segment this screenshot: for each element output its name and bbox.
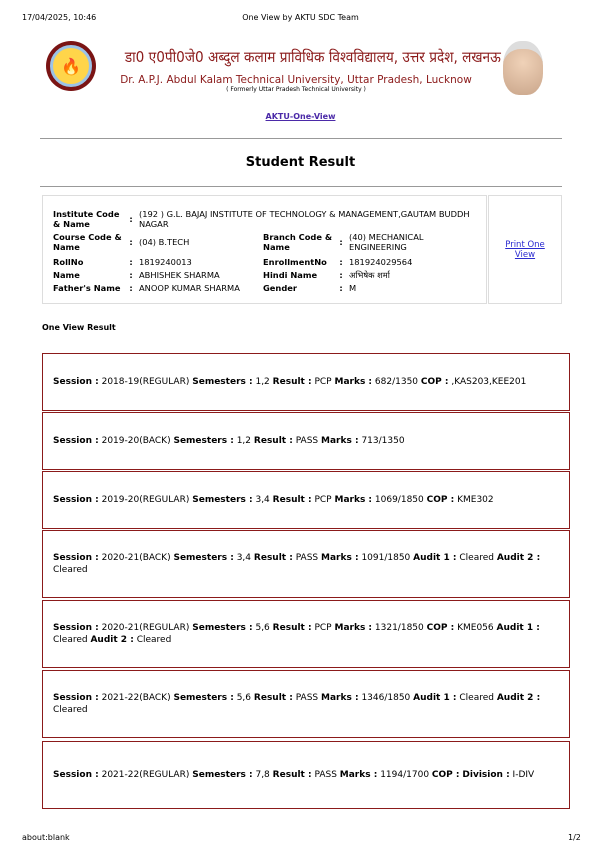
colon: : (339, 237, 343, 247)
field-label: Audit 2 : (496, 553, 541, 563)
student-info-panel (42, 195, 487, 304)
print-one-view-link[interactable]: Print One View (505, 239, 545, 260)
lamp-icon: 🔥 (50, 45, 92, 87)
field-label: Audit 2 : (496, 693, 541, 703)
gender-label: Gender (263, 282, 298, 293)
name-value: ABHISHEK SHARMA (139, 269, 220, 280)
field-value: Cleared (459, 693, 494, 703)
field-label: Division : (462, 770, 510, 780)
field-value: 5,6 (255, 623, 270, 633)
print-panel (488, 195, 562, 304)
field-label: Semesters : (173, 693, 234, 703)
field-value: Cleared (459, 553, 494, 563)
field-value: 7,8 (255, 770, 270, 780)
print-url: about:blank (22, 833, 70, 842)
colon: : (129, 237, 133, 247)
print-title: One View by AKTU SDC Team (242, 13, 359, 22)
field-value: 1346/1850 (361, 693, 411, 703)
session-result-card (42, 412, 570, 470)
field-label: Semesters : (192, 495, 253, 505)
field-value: 713/1350 (361, 436, 405, 446)
field-label: Audit 1 : (413, 553, 457, 563)
session-result-card (42, 471, 570, 529)
kalam-portrait (493, 40, 553, 96)
field-label: COP : (420, 377, 449, 387)
session-result-card (42, 353, 570, 411)
field-value: PASS (295, 693, 319, 703)
session-result-card (42, 670, 570, 738)
field-value: 1091/1850 (361, 553, 411, 563)
field-value: Cleared (53, 565, 88, 575)
section-title: One View Result (42, 323, 116, 332)
course-label: Course Code & Name (53, 232, 122, 252)
roll-label: RollNo (53, 256, 84, 267)
field-label: Result : (272, 495, 312, 505)
field-label: Audit 2 : (90, 635, 134, 645)
branch-label: Branch Code & Name (263, 232, 333, 252)
field-label: Marks : (334, 495, 373, 505)
field-label: Session : (53, 495, 99, 505)
field-value: PASS (295, 436, 319, 446)
field-value: 2021-22(BACK) (101, 693, 171, 703)
hindi-name-label: Hindi Name (263, 269, 318, 280)
field-label: Audit 1 : (413, 693, 457, 703)
field-value: Cleared (136, 635, 172, 645)
field-label: Result : (253, 693, 293, 703)
field-value: KME302 (457, 495, 494, 505)
field-label: Result : (272, 623, 312, 633)
university-name-english: Dr. A.P.J. Abdul Kalam Technical University, Uttar Pradesh, Lucknow (120, 74, 472, 86)
field-label: Marks : (334, 623, 373, 633)
field-value: 2019-20(REGULAR) (101, 495, 190, 505)
field-label: Marks : (321, 436, 359, 446)
session-result-text (53, 769, 534, 781)
field-value: PCP (314, 377, 332, 387)
institute-label: Institute Code & Name (53, 209, 120, 229)
divider (40, 138, 562, 139)
session-result-card (42, 530, 570, 598)
roll-value: 1819240013 (139, 256, 192, 267)
field-value: 2018-19(REGULAR) (101, 377, 190, 387)
field-label: Session : (53, 693, 99, 703)
university-logo (46, 41, 96, 91)
field-value: PCP (314, 623, 332, 633)
enroll-value: 181924029564 (349, 256, 413, 267)
university-name-hindi-box (106, 47, 501, 67)
field-value: 1194/1700 (380, 770, 430, 780)
page-title: Student Result (245, 155, 356, 170)
session-result-text (53, 376, 526, 388)
divider (40, 186, 562, 187)
field-label: Audit 1 : (496, 623, 540, 633)
session-result-text (53, 692, 559, 716)
colon: : (129, 214, 133, 224)
father-value: ANOOP KUMAR SHARMA (139, 282, 240, 293)
colon: : (339, 256, 343, 267)
field-label: Result : (253, 553, 293, 563)
enroll-label: EnrollmentNo (263, 256, 327, 267)
field-value: 3,4 (236, 553, 252, 563)
session-result-text (53, 435, 405, 447)
field-label: Semesters : (192, 623, 253, 633)
field-value: 1,2 (236, 436, 252, 446)
field-label: Semesters : (173, 553, 234, 563)
field-label: Session : (53, 436, 99, 446)
page-number: 1/2 (568, 833, 581, 842)
field-label: Marks : (334, 377, 373, 387)
session-result-text (53, 622, 559, 646)
field-label: Result : (272, 377, 312, 387)
field-value: Cleared (53, 705, 88, 715)
field-label: COP : (426, 623, 455, 633)
field-value: PASS (295, 553, 319, 563)
university-name-english-box (106, 68, 486, 87)
field-label: Marks : (339, 770, 378, 780)
session-result-text (53, 494, 494, 506)
field-label: Session : (53, 553, 99, 563)
field-value: 1,2 (255, 377, 270, 387)
field-value: 2020-21(REGULAR) (101, 623, 190, 633)
field-value: Cleared (53, 635, 88, 645)
field-value: KME056 (457, 623, 494, 633)
father-label: Father's Name (53, 282, 121, 293)
field-label: COP : (426, 495, 455, 505)
field-value: I-DIV (512, 770, 535, 780)
field-label: Semesters : (192, 377, 253, 387)
hindi-name-value: अभिषेक शर्मा (349, 269, 390, 280)
university-name-hindi: डा0 ए0पी0जे0 अब्दुल कलाम प्राविधिक विश्वविद्यालय, उत्तर प्रदेश, लखनऊ (124, 48, 501, 66)
field-label: Session : (53, 770, 99, 780)
field-label: Marks : (321, 693, 359, 703)
course-value: (04) B.TECH (139, 237, 190, 247)
field-label: Session : (53, 623, 99, 633)
field-label: Result : (272, 770, 312, 780)
field-value: 2020-21(BACK) (101, 553, 171, 563)
field-value: 1069/1850 (374, 495, 424, 505)
field-label: Marks : (321, 553, 359, 563)
field-value: ,KAS203,KEE201 (451, 377, 527, 387)
institute-value: (192 ) G.L. BAJAJ INSTITUTE OF TECHNOLOGY & MANAGEMENT,GAUTAM BUDDH NAGAR (139, 209, 470, 229)
field-label: Result : (253, 436, 293, 446)
colon: : (339, 282, 343, 293)
field-label: Semesters : (192, 770, 253, 780)
colon: : (129, 282, 133, 293)
colon: : (129, 269, 133, 280)
field-value: PCP (314, 495, 332, 505)
print-datetime: 17/04/2025, 10:46 (22, 13, 97, 22)
student-info-table (51, 209, 486, 294)
session-result-card (42, 600, 570, 668)
field-value: 5,6 (236, 693, 252, 703)
field-value: 1321/1850 (374, 623, 424, 633)
field-label: Session : (53, 377, 99, 387)
field-label: Semesters : (173, 436, 234, 446)
session-result-card (42, 741, 570, 809)
field-label: COP : (431, 770, 460, 780)
gender-value: M (349, 282, 357, 293)
field-value: 682/1350 (374, 377, 419, 387)
field-value: 2021-22(REGULAR) (101, 770, 190, 780)
branch-value: (40) MECHANICAL ENGINEERING (349, 232, 424, 252)
aktu-one-view-link[interactable]: AKTU-One-View (265, 112, 336, 121)
colon: : (129, 256, 133, 267)
name-label: Name (53, 269, 80, 280)
session-result-text (53, 552, 559, 576)
field-value: PASS (314, 770, 337, 780)
field-value: 3,4 (255, 495, 270, 505)
colon: : (339, 269, 343, 280)
university-former-name: ( Formerly Uttar Pradesh Technical University ) (226, 86, 366, 93)
field-value: 2019-20(BACK) (101, 436, 171, 446)
